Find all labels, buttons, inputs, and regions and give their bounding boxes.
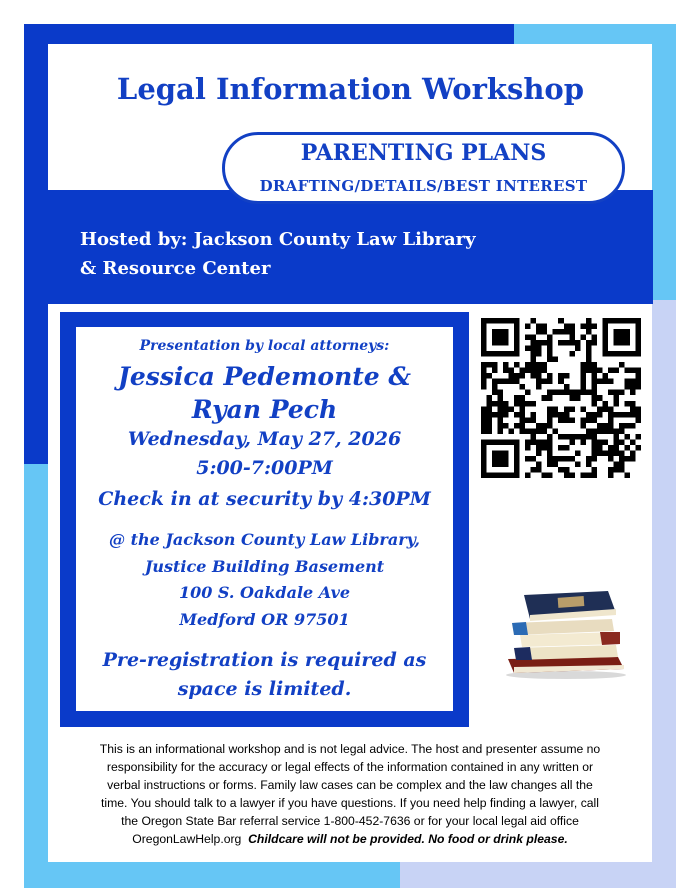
presenter-line-1: Jessica Pedemonte & [118,362,411,391]
disclaimer-line-6 [48,830,652,848]
location-line-2: Justice Building Basement [144,557,385,576]
disclaimer-line-3: verbal instructions or forms. Family law cases can be complex and the law changes all the [107,778,593,792]
disclaimer-line-4: time. You should talk to a lawyer if you have questions. If you need help finding a lawyer, call [101,796,599,810]
prereg-line-2: space is limited. [177,678,352,700]
oregon-law-help-link[interactable]: OregonLawHelp.org [132,832,242,846]
book-stack-icon [500,585,632,680]
qr-code-icon[interactable] [481,318,641,478]
frame-dark-blue-top [24,24,514,44]
host-line-2: & Resource Center [80,258,271,279]
event-time: 5:00-7:00PM [196,457,333,479]
frame-lavender-right [652,300,676,888]
topic-main: PARENTING PLANS [300,140,547,166]
location-line-1: @ the Jackson County Law Library, [109,530,420,549]
disclaimer-line-1: This is an informational workshop and is not legal advice. The host and presenter assume no [99,742,601,756]
host-line-1: Hosted by: Jackson County Law Library [80,229,476,250]
disclaimer-line-5: the Oregon State Bar referral service 1-800-452-7636 or for your local legal aid office [121,814,579,828]
presenter-line-2: Ryan Pech [191,395,338,424]
prereg-line-1: Pre-registration is required as [102,649,427,671]
page-title: Legal Information Workshop [116,72,585,106]
disclaimer-line-2: responsibility for the accuracy or legal effects of the information contained in any written or [106,760,594,774]
childcare-notice: Childcare will not be provided. No food or drink please. [248,832,568,846]
event-date: Wednesday, May 27, 2026 [127,428,402,450]
topic-sub: DRAFTING/DETAILS/BEST INTEREST [259,177,588,195]
checkin-time: Check in at security by 4:30PM [98,488,431,510]
frame-lavender-bottom [400,862,676,888]
city-line: Medford OR 97501 [179,610,350,629]
presentation-intro: Presentation by local attorneys: [139,338,390,354]
address-line: 100 S. Oakdale Ave [178,583,351,602]
disclaimer [48,740,652,848]
